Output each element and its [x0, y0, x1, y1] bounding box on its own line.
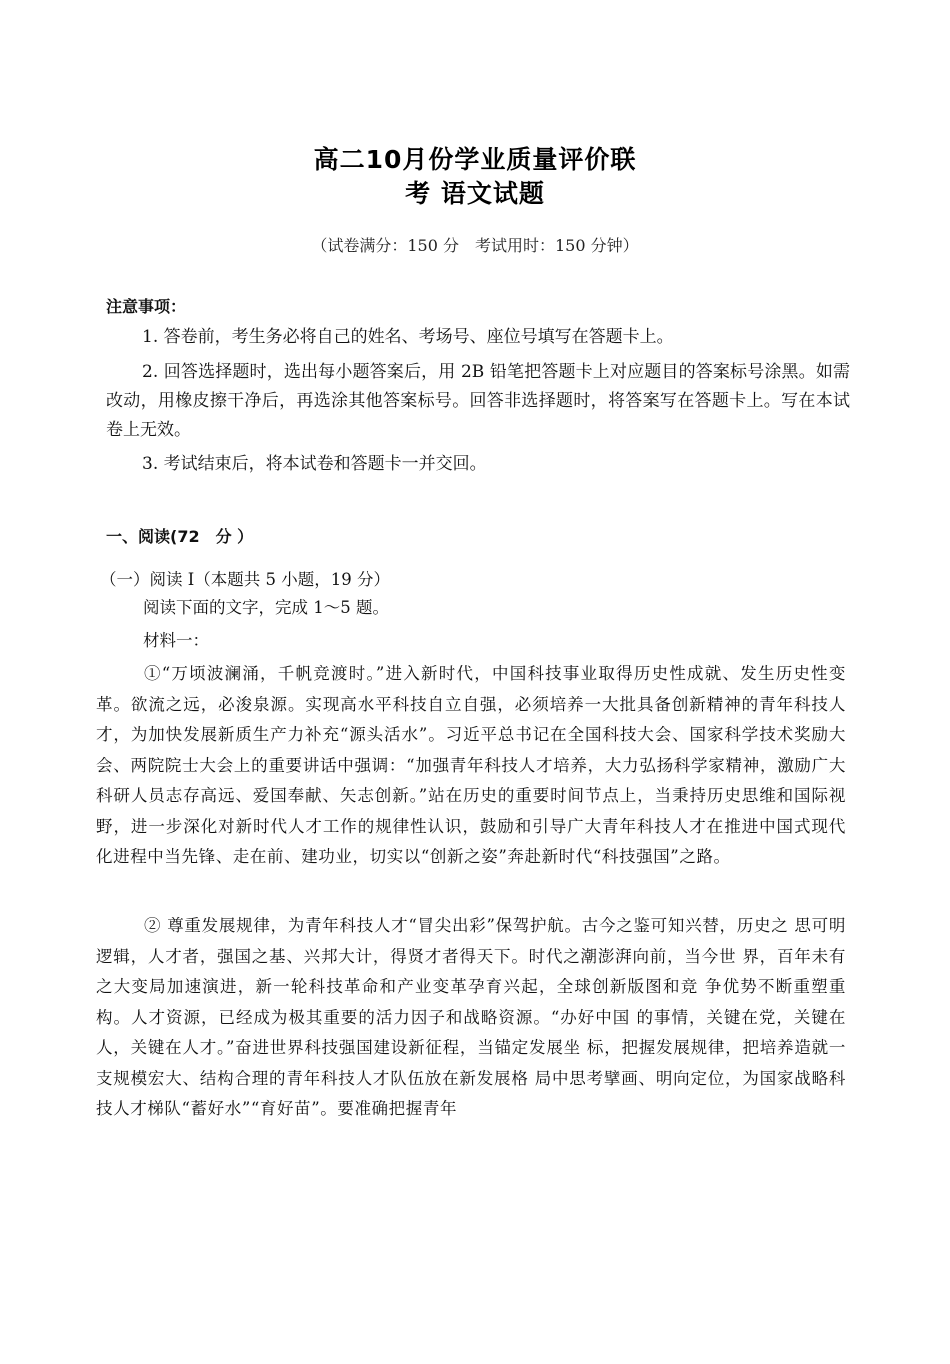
- reading-instruction: 阅读下面的文字，完成 1～5 题。: [143, 598, 389, 617]
- notice-item-3: 3. 考试结束后，将本试卷和答题卡一并交回。: [142, 454, 487, 474]
- exam-title-line1: 高二10月份学业质量评价联: [313, 145, 637, 174]
- notice-item-2: 2. 回答选择题时，选出每小题答案后，用 2B 铅笔把答题卡上对应题目的答案标号涂黑。如需改动，用橡皮擦干净后，再选涂其他答案标号。回答非选择题时，将答案写在答题卡上。写在本试卷上无效。: [106, 362, 850, 440]
- notice-item-1: 1. 答卷前，考生务必将自己的姓名、考场号、座位号填写在答题卡上。: [142, 327, 674, 347]
- material-paragraph-2: ② 尊重发展规律，为青年科技人才“冒尖出彩”保驾护航。古今之鉴可知兴替，历史之 思可明逻辑，人才者，强国之基、兴邦大计，得贤才者得天下。时代之潮澎湃向前，当今世 界，百年未有之大变局加速演进，新一轮科技革命和产业变革孕育兴起，全球创新版图和竞 争优势不断重塑重构。人才资源，已经成为极其重要的活力因子和战略资源。“办好中国 的事情，关键在党，关键在人，关键在人才。”奋进世界科技强国建设新征程，当锚定发展坐 标，把握发展规律，把培养造就一支规模宏大、结构合理的青年科技人才队伍放在新发展格 局中思考擘画、明向定位，为国家战略科技人才梯队“蓄好水”“育好苗”。要准确把握青年: [96, 916, 846, 1118]
- section-heading: 一、阅读(72 分 ）: [106, 527, 254, 546]
- notice-heading: 注意事项：: [106, 297, 187, 316]
- reading-sub-heading: （一）阅读 I（本题共 5 小题，19 分）: [100, 570, 390, 589]
- material-paragraph-1: ①“万顷波澜涌，千帆竞渡时。”进入新时代，中国科技事业取得历史性成就、发生历史性变革。欲流之远，必浚泉源。实现高水平科技自立自强，必须培养一大批具备创新精神的青年科技人才，为加快发展新质生产力补充“源头活水”。习近平总书记在全国科技大会、国家科学技术奖励大会、两院院士大会上的重要讲话中强调：“加强青年科技人才培养，大力弘扬科学家精神，激励广大科研人员志存高远、爱国奉献、矢志创新。”站在历史的重要时间节点上，当秉持历史思维和国际视野，进一步深化对新时代人才工作的规律性认识，鼓励和引导广大青年科技人才在推进中国式现代化进程中当先锋、走在前、建功业，切实以“创新之姿”奔赴新时代“科技强国”之路。: [96, 664, 846, 866]
- material-label: 材料一：: [143, 631, 209, 650]
- exam-title-line2: 考 语文试题: [405, 179, 545, 208]
- exam-subtitle: （试卷满分：150 分 考试用时：150 分钟）: [311, 236, 639, 255]
